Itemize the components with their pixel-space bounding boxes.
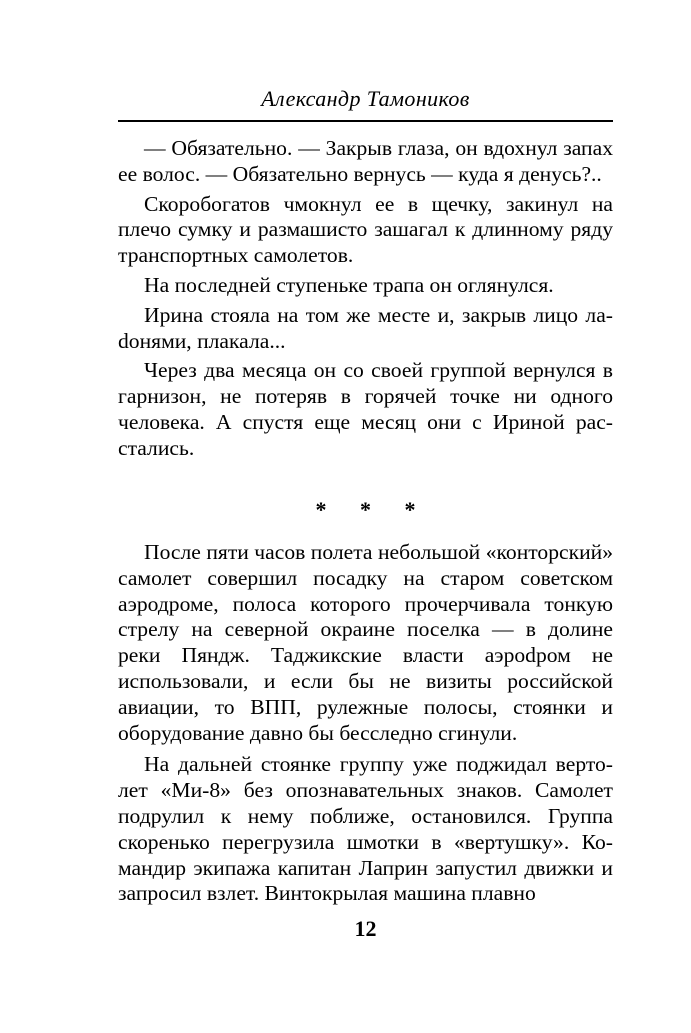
section-separator: * * * — [315, 497, 430, 522]
paragraph: На последней ступеньке трапа он оглянулся. — [144, 272, 554, 297]
text-section-2 — [118, 540, 613, 907]
paragraph: Через два месяца он со своей группой вернулся в гарнизон, не потеряв в горячей точке ни одного человека. А спустя еще месяц они с Ириной расстались. — [118, 358, 613, 460]
paragraph: — Обязательно. — Закрыв глаза, он вдохнул запах ее волос. — Обязательно вернусь — куда я денусь?.. — [118, 136, 613, 186]
paragraph: Ирина стояла на том же месте и, закрыв лицо лаdонями, плакала... — [118, 302, 613, 353]
page-number: 12 — [354, 916, 377, 941]
text-section-1 — [118, 136, 613, 462]
paragraph: На дальней стоянке группу уже поджидал вертолет «Ми-8» без опознавательных знаков. Самолет подрулил к нему поближе, остановился. Группа скоренько перегрузила шмотки в «вертушку». Командир экипажа капитан Лаприн запустил движки и запросил взлет. Винтокрылая машина плавно — [118, 752, 613, 906]
author-name: Александр Тамоников — [261, 86, 470, 111]
paragraph: Скоробогатов чмокнул ее в щечку, закинул на плечо сумку и размашисто зашагал к длинному ряду транспортных самолетов. — [118, 191, 613, 268]
paragraph: После пяти часов полета небольшой «конторский» самолет совершил посадку на старом советском аэродроме, полоса которого прочерчивала тонкую стрелу на северной окраине поселка — в долине реки Пяндж. Таджикские власти аэроdром не использовали, и если бы не визиты российской авиации, то ВПП, рулежные полосы, стоянки и оборудование давно бы бесследно сгинули. — [118, 540, 613, 745]
running-header — [118, 80, 613, 122]
